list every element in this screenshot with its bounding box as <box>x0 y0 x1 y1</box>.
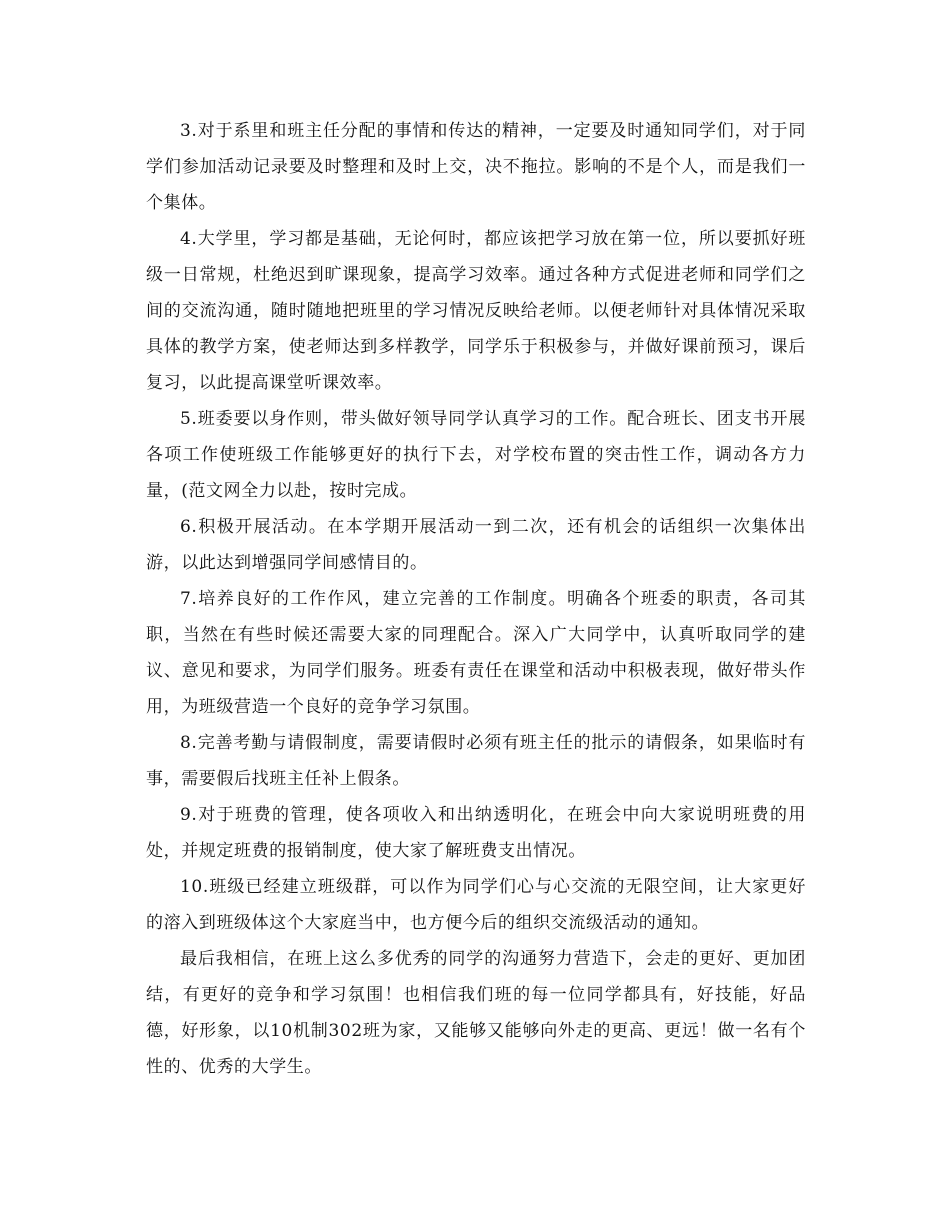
paragraph-item-5: 5.班委要以身作则，带头做好领导同学认真学习的工作。配合班长、团支书开展各项工作使班级工作能够更好的执行下去，对学校布置的突击性工作，调动各方力量，(范文网全力以赴，按时完成。 <box>146 409 806 501</box>
paragraph-item-7: 7.培养良好的工作作风，建立完善的工作制度。明确各个班委的职责，各司其职，当然在有些时候还需要大家的同理配合。深入广大同学中，认真听取同学的建议、意见和要求，为同学们服务。班委有责任在课堂和活动中积极表现，做好带头作用，为班级营造一个良好的竞争学习氛围。 <box>146 589 806 717</box>
paragraph-item-6: 6.积极开展活动。在本学期开展活动一到二次，还有机会的话组织一次集体出游，以此达到增强同学间感情目的。 <box>146 517 806 573</box>
paragraph-item-10: 10.班级已经建立班级群，可以作为同学们心与心交流的无限空间，让大家更好的溶入到班级体这个大家庭当中，也方便今后的组织交流级活动的通知。 <box>146 877 806 933</box>
closing-paragraph: 最后我相信，在班上这么多优秀的同学的沟通努力营造下，会走的更好、更加团结，有更好的竞争和学习氛围！也相信我们班的每一位同学都具有，好技能，好品德，好形象，以10机制302班为家，又能够又能够向外走的更高、更远！做一名有个性的、优秀的大学生。 <box>146 949 806 1077</box>
paragraph-item-3: 3.对于系里和班主任分配的事情和传达的精神，一定要及时通知同学们，对于同学们参加活动记录要及时整理和及时上交，决不拖拉。影响的不是个人，而是我们一个集体。 <box>146 121 806 213</box>
document-body <box>146 113 806 1085</box>
paragraph-item-9: 9.对于班费的管理，使各项收入和出纳透明化，在班会中向大家说明班费的用处，并规定班费的报销制度，使大家了解班费支出情况。 <box>146 805 806 861</box>
paragraph-item-4: 4.大学里，学习都是基础，无论何时，都应该把学习放在第一位，所以要抓好班级一日常规，杜绝迟到旷课现象，提高学习效率。通过各种方式促进老师和同学们之间的交流沟通，随时随地把班里的学习情况反映给老师。以便老师针对具体情况采取具体的教学方案，使老师达到多样教学，同学乐于积极参与，并做好课前预习，课后复习，以此提高课堂听课效率。 <box>146 229 806 393</box>
paragraph-item-8: 8.完善考勤与请假制度，需要请假时必须有班主任的批示的请假条，如果临时有事，需要假后找班主任补上假条。 <box>146 733 806 789</box>
